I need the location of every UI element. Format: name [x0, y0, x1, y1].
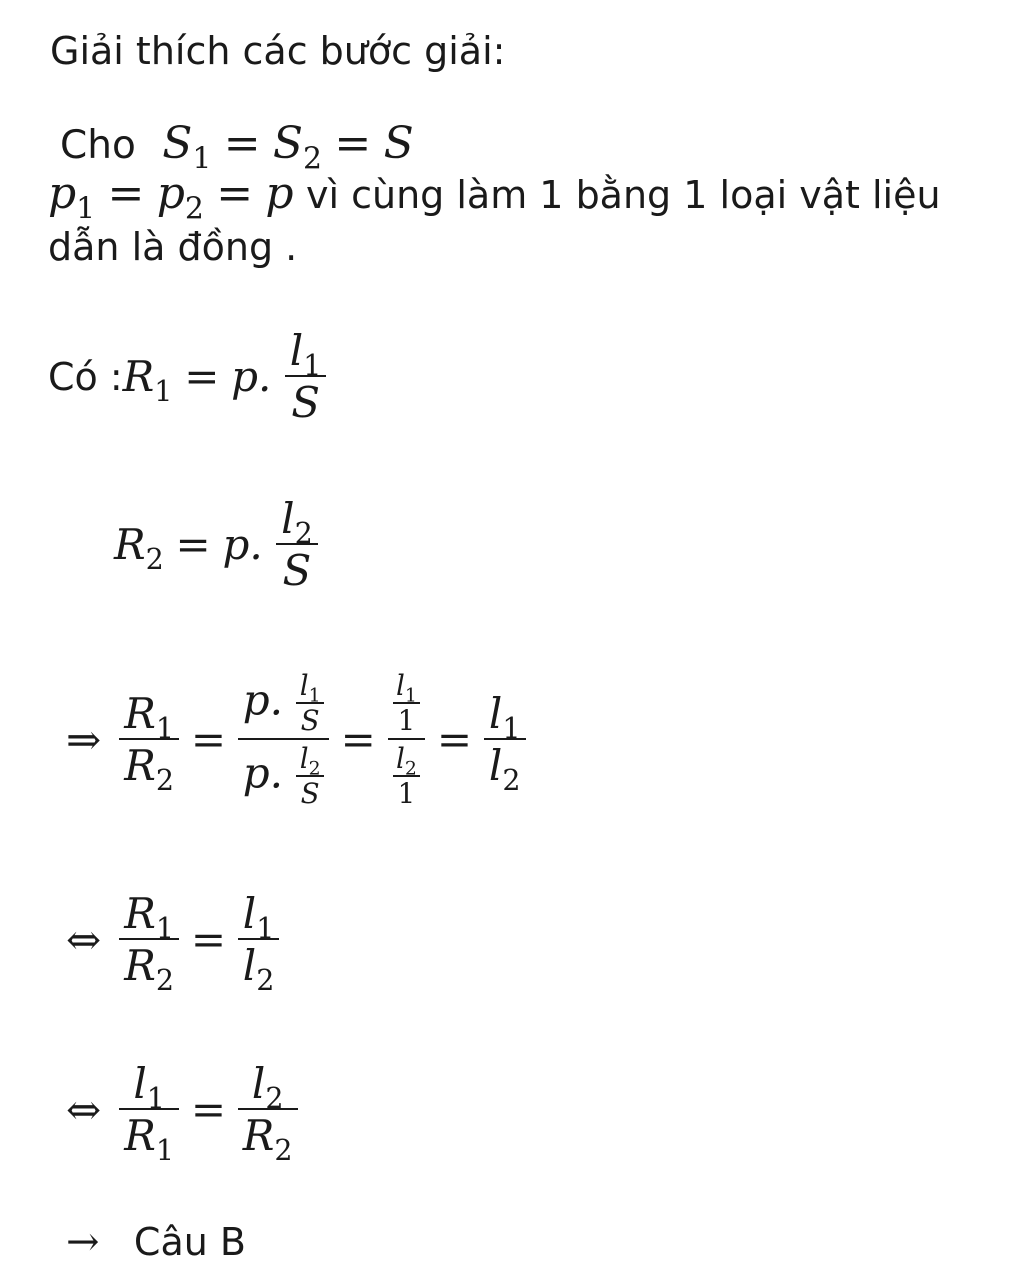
r2-expression: $R_2 = p$. [114, 520, 277, 576]
answer-line [66, 1219, 246, 1265]
fraction-l1-over-r1: $\frac{l_1}{R_1}$ [119, 1063, 179, 1157]
area-equation: $S_1 = S_2 = S$ [148, 118, 414, 177]
fraction-l1-over-l2: $\frac{l_1}{l_2}$ [484, 693, 526, 787]
equivalence-rearranged [66, 1050, 298, 1170]
equals-sign: = [190, 915, 227, 964]
r1-formula [48, 322, 326, 432]
equals-sign: = [190, 715, 227, 764]
fraction-l1-1-over-l2-1: $\frac{\frac{l_1}{1}}{\frac{l_2}{1}}$ [388, 672, 426, 808]
fraction-l1-over-s: $\frac{l_1}{S}$ [285, 330, 327, 424]
fraction-l2-over-s: $\frac{l_2}{S}$ [276, 498, 318, 592]
fraction-r1-over-r2: $\frac{R_1}{R_2}$ [119, 693, 179, 787]
given-resistivity-line [48, 168, 941, 227]
given-area-line [60, 118, 414, 177]
right-arrow: → [66, 1219, 100, 1265]
fraction-pl1s-over-pl2s: p. $\frac{l_1}{S}$ p. $\frac{l_2}{S}$ [238, 672, 329, 808]
cho-label: Cho [60, 123, 136, 168]
equivalence-ratio [66, 880, 279, 1000]
iff-arrow: ⇔ [66, 915, 102, 964]
fraction-l1-over-l2: $\frac{l_1}{l_2}$ [238, 893, 280, 987]
equals-sign: = [340, 715, 376, 764]
resistivity-reason: vì cùng làm 1 bằng 1 loại vật liệu [305, 173, 941, 217]
fraction-l2-over-r2: $\frac{l_2}{R_2}$ [238, 1063, 298, 1157]
implies-arrow: ⇒ [66, 715, 102, 764]
co-label: Có : [48, 355, 123, 399]
heading: Giải thích các bước giải: [50, 29, 506, 73]
equals-sign: = [436, 715, 473, 764]
r1-expression: $R_1 = p$. [122, 352, 285, 408]
material-note: dẫn là đồng . [48, 225, 298, 269]
fraction-r1-over-r2: $\frac{R_1}{R_2}$ [119, 893, 179, 987]
equals-sign: = [190, 1085, 227, 1134]
answer-label: Câu B [133, 1220, 246, 1264]
ratio-derivation [66, 650, 526, 830]
r2-formula [114, 490, 318, 600]
resistivity-equation: $p_1 = p_2 = p$ [48, 168, 294, 227]
iff-arrow: ⇔ [66, 1085, 102, 1134]
